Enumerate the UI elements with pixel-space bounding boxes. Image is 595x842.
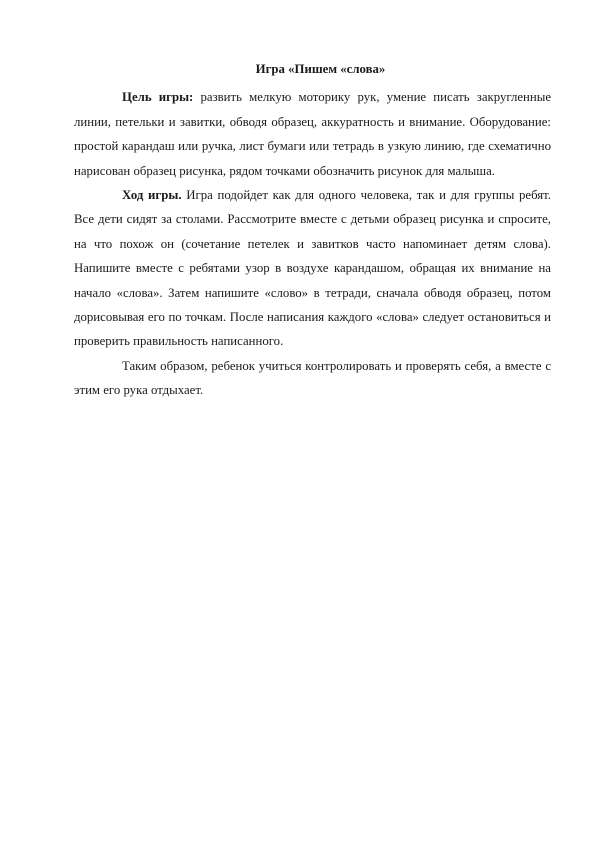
paragraph-goal-lead: Цель игры:	[122, 90, 194, 105]
document-body	[74, 57, 551, 403]
paragraph-conclusion-text: Таким образом, ребенок учиться контролировать и проверять себя, а вместе с этим его рука отдыхает.	[74, 358, 551, 398]
paragraph-procedure-text: Игра подойдет как для одного человека, так и для группы ребят. Все дети сидят за столами. Рассмотрите вместе с детьми образец рисунка и спросите, на что похож он (сочетание петелек и завитков часто напоминает детям слова). Напишите вместе с ребятами узор в воздухе карандашом, обращая их внимание на начало «слова». Затем напишите «слово» в тетради, сначала обводя образец, потом дорисовывая его по точкам. После написания каждого «слова» следует остановиться и проверить правильность написанного.	[74, 188, 552, 349]
paragraph-procedure-lead: Ход игры.	[122, 188, 182, 203]
paragraph-procedure	[74, 183, 551, 354]
paragraph-goal	[74, 85, 551, 183]
document-title: Игра «Пишем «слова»	[255, 62, 386, 76]
paragraph-goal-text: развить мелкую моторику рук, умение писать закругленные линии, петельки и завитки, обводя образец, аккуратность и внимание. Оборудование: простой карандаш или ручка, лист бумаги или тетрадь в узкую линию, где схематично нарисован образец рисунка, рядом точками обозначить рисунок для малыша.	[74, 90, 551, 178]
paragraph-conclusion	[74, 354, 551, 403]
